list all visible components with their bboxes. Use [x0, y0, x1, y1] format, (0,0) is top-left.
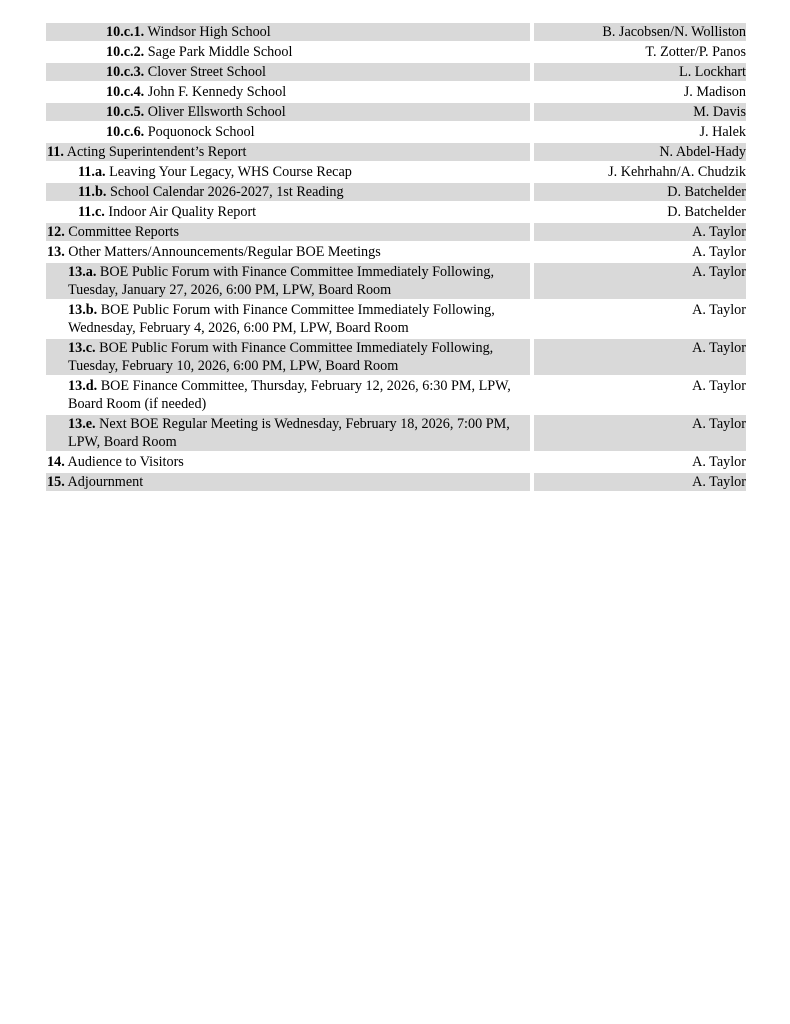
agenda-row — [46, 415, 746, 451]
item-presenter: A. Taylor — [534, 339, 746, 375]
item-presenter: A. Taylor — [692, 378, 746, 394]
item-number: 15. — [47, 474, 65, 490]
agenda-row — [46, 203, 746, 221]
item-title: Oliver Ellsworth School — [147, 104, 286, 120]
agenda-row — [46, 103, 746, 121]
item-title: Adjournment — [67, 474, 144, 490]
agenda-row — [46, 243, 746, 261]
item-number: 13.c. — [68, 340, 96, 356]
item-number: 10.c.6. — [106, 124, 145, 140]
item-title: Windsor High School — [147, 24, 271, 40]
item-number: 10.c.5. — [106, 104, 145, 120]
agenda-row — [46, 453, 746, 471]
agenda-table — [46, 23, 746, 493]
item-number: 13.d. — [68, 378, 98, 394]
item-presenter: A. Taylor — [534, 415, 746, 451]
item-presenter: T. Zotter/P. Panos — [645, 44, 746, 60]
item-title: BOE Finance Committee, Thursday, February 12, 2026, 6:30 PM, LPW, Board Room (if needed) — [68, 378, 511, 412]
item-number: 14. — [47, 454, 65, 470]
item-presenter: J. Madison — [683, 84, 746, 100]
item-title: Committee Reports — [68, 224, 180, 240]
item-title: Audience to Visitors — [67, 454, 184, 470]
agenda-row — [46, 63, 746, 81]
item-number: 11.a. — [78, 164, 106, 180]
item-number: 10.c.4. — [106, 84, 145, 100]
item-title: BOE Public Forum with Finance Committee Immediately Following, Tuesday, February 10, 2026, 6:00 PM, LPW, Board Room — [68, 340, 494, 374]
item-presenter: A. Taylor — [692, 244, 746, 260]
agenda-row — [46, 473, 746, 491]
item-title: Sage Park Middle School — [147, 44, 293, 60]
item-presenter: A. Taylor — [534, 223, 746, 241]
item-title: BOE Public Forum with Finance Committee Immediately Following, Tuesday, January 27, 2026, 6:00 PM, LPW, Board Room — [68, 264, 494, 298]
item-presenter: D. Batchelder — [667, 204, 746, 220]
item-number: 13.a. — [68, 264, 97, 280]
agenda-row — [46, 83, 746, 101]
item-presenter: A. Taylor — [692, 454, 746, 470]
agenda-row — [46, 163, 746, 181]
agenda-row — [46, 223, 746, 241]
item-title: BOE Public Forum with Finance Committee Immediately Following, Wednesday, February 4, 2026, 6:00 PM, LPW, Board Room — [68, 302, 495, 336]
item-presenter: A. Taylor — [692, 302, 746, 318]
item-presenter: J. Kehrhahn/A. Chudzik — [608, 164, 746, 180]
item-title: John F. Kennedy School — [147, 84, 287, 100]
agenda-row — [46, 183, 746, 201]
item-number: 10.c.2. — [106, 44, 145, 60]
item-title: Poquonock School — [147, 124, 255, 140]
item-number: 13.e. — [68, 416, 96, 432]
item-presenter: A. Taylor — [534, 473, 746, 491]
item-number: 11.b. — [78, 184, 107, 200]
item-presenter: D. Batchelder — [534, 183, 746, 201]
item-presenter: L. Lockhart — [534, 63, 746, 81]
agenda-row — [46, 301, 746, 337]
agenda-row — [46, 123, 746, 141]
item-number: 13.b. — [68, 302, 98, 318]
item-title: Clover Street School — [147, 64, 266, 80]
agenda-row — [46, 143, 746, 161]
item-title: Next BOE Regular Meeting is Wednesday, February 18, 2026, 7:00 PM, LPW, Board Room — [68, 416, 510, 450]
item-number: 13. — [47, 244, 65, 260]
item-title: Indoor Air Quality Report — [108, 204, 257, 220]
item-number: 11.c. — [78, 204, 105, 220]
item-presenter: A. Taylor — [534, 263, 746, 299]
item-title: Other Matters/Announcements/Regular BOE Meetings — [68, 244, 381, 260]
item-presenter: N. Abdel-Hady — [534, 143, 746, 161]
item-number: 10.c.3. — [106, 64, 145, 80]
item-number: 12. — [47, 224, 65, 240]
item-presenter: B. Jacobsen/N. Wolliston — [534, 23, 746, 41]
item-title: Acting Superintendent’s Report — [66, 144, 247, 160]
item-number: 10.c.1. — [106, 24, 145, 40]
item-number: 11. — [47, 144, 64, 160]
agenda-row — [46, 43, 746, 61]
item-title: School Calendar 2026-2027, 1st Reading — [109, 184, 344, 200]
item-presenter: M. Davis — [534, 103, 746, 121]
agenda-row — [46, 263, 746, 299]
item-presenter: J. Halek — [699, 124, 746, 140]
agenda-row — [46, 377, 746, 413]
agenda-row — [46, 339, 746, 375]
agenda-row — [46, 23, 746, 41]
item-title: Leaving Your Legacy, WHS Course Recap — [109, 164, 352, 180]
